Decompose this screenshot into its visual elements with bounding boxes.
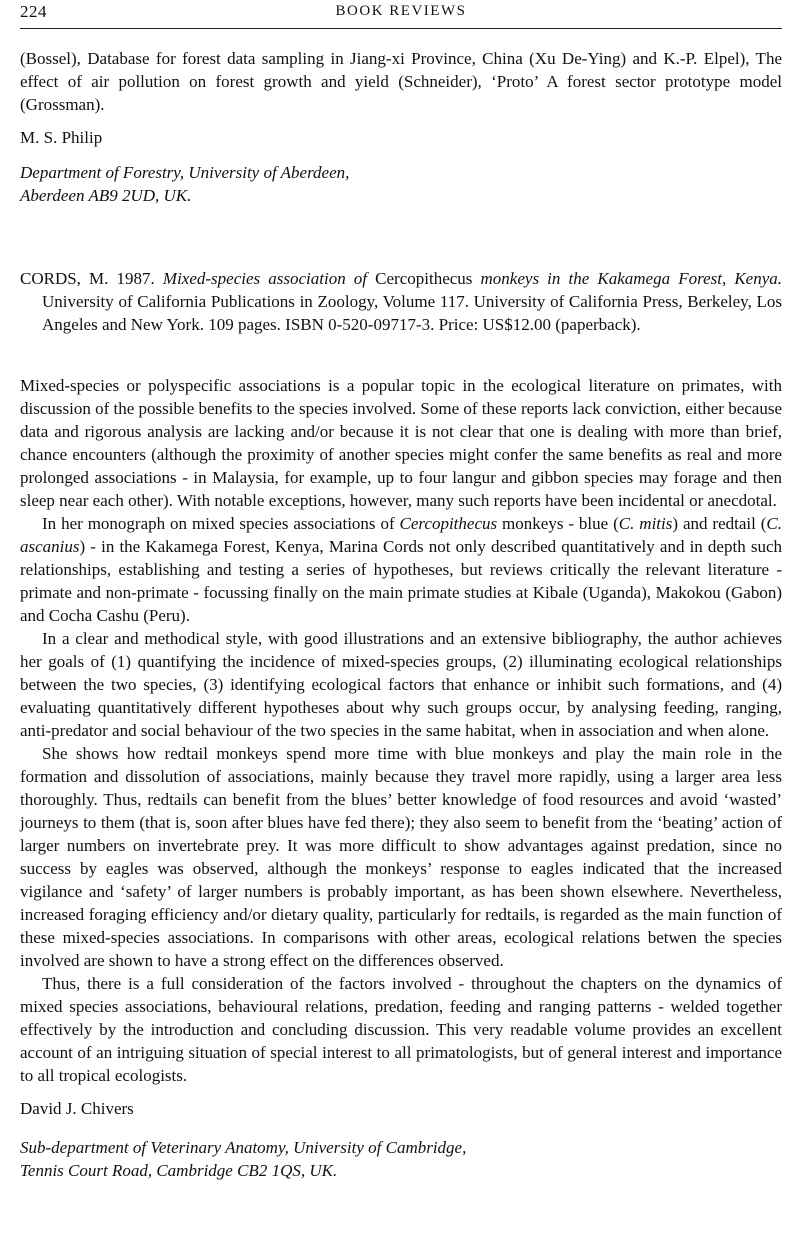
citation-details: University of California Publications in Zoology, Volume 117. University of California Press, Berkeley, Los Angeles and New York. 109 pages. ISBN 0-520-09717-3. Price: US$12.00 (paperback). [42,292,782,334]
paragraph-text: In her monograph on mixed species associations of [42,514,395,533]
affiliation-line: Department of Forestry, University of Aberdeen, [20,163,350,182]
reviewer-affiliation [20,1136,782,1182]
review-paragraph-2 [20,512,782,627]
review-body [20,374,782,1087]
previous-reviewer-affiliation [20,161,782,207]
review-paragraph-1: Mixed-species or polyspecific associations is a popular topic in the ecological literature on primates, with discussion of the possible benefits to the species involved. Some of these reports lack conviction, either because data and rigorous analysis are lacking and/or because it is not clear that one is dealing with more than brief, chance encounters (although the proximity of another species might confer the same benefits as real and more prolonged associations - in Malaysia, for example, up to four langur and gibbon species may forage and then sleep near each other). With notable exceptions, however, many such reports have been incidental or anecdotal. [20,376,782,510]
genus-name: Cercopithecus [399,514,498,533]
citation-title-part2: monkeys in the Kakamega Forest, Kenya. [480,269,783,288]
page-number: 224 [20,2,47,21]
review-paragraph-3: In a clear and methodical style, with good illustrations and an extensive bibliography, the author achieves her goals of (1) quantifying the incidence of mixed-species groups, (2) illuminating ecological relationships between the two species, (3) identifying ecological factors that enhance or inhibit such formations, and (4) evaluating quantitatively different hypotheses about why such groups occur, by analysing feeding, ranging, anti-predator and social behaviour of the two species in the same habitat, when in association and when alone. [20,629,782,740]
affiliation-line: Sub-department of Veterinary Anatomy, University of Cambridge, [20,1138,467,1157]
review-paragraph-4: She shows how redtail monkeys spend more time with blue monkeys and play the main role in the formation and dissolution of associations, mainly because they travel more rapidly, using a larger area less thoroughly. Thus, redtails can benefit from the blues’ better knowledge of food resources and avoid ‘wasted’ journeys to them (that is, soon after blues have fed there); they also seem to benefit from the ‘beating’ action of larger numbers on invertebrate prey. It was more difficult to show advantages against predation, since no success by eagles was observed, although the monkeys’ response to eagles indicated that the increased vigilance and ‘safety’ of larger numbers is probably important, as has been shown elsewhere. Nevertheless, increased foraging efficiency and/or dietary quality, particularly for redtails, is regarded as the main function of these mixed-species associations. In comparisons with other areas, ecological relations betwen the species involved are shown to have a strong effect on the differences observed. [20,744,782,970]
paragraph-text: monkeys - blue ( [502,514,619,533]
paragraph-text: ) and redtail ( [672,514,767,533]
page-header [20,0,782,28]
species-name: C. mitis [618,514,673,533]
reviewer-name: David J. Chivers [20,1099,134,1118]
species-name: C. ascanius [20,514,782,556]
citation-authors: CORDS, M. 1987. [20,269,155,288]
running-head: BOOK REVIEWS [335,3,467,19]
book-citation [20,267,782,336]
previous-review-tail: (Bossel), Database for forest data sampling in Jiang-xi Province, China (Xu De-Ying) and K.-P. Elpel), The effect of air pollution on forest growth and yield (Schneider), ‘Proto’ A forest sector prototype model (Grossman). [20,49,782,114]
citation-title-part1: Mixed-species association of [162,269,368,288]
citation-genus: Cercopithecus [375,269,473,288]
header-rule [20,28,782,29]
previous-reviewer-name: M. S. Philip [20,128,103,147]
affiliation-line: Tennis Court Road, Cambridge CB2 1QS, UK. [20,1161,338,1180]
review-paragraph-5: Thus, there is a full consideration of the factors involved - throughout the chapters on the dynamics of mixed species associations, behavioural relations, predation, feeding and ranging patterns - welded together effectively by the introduction and concluding discussion. This very readable volume provides an excellent account of an intriguing situation of special interest to all primatologists, but of general interest and importance to all tropical ecologists. [20,974,782,1085]
paragraph-text: ) - in the Kakamega Forest, Kenya, Marina Cords not only described quantitatively and in depth such relationships, establishing and testing a series of hypotheses, but reviews critically the relevant literature - primate and non-primate - focussing finally on the main primate studies at Kibale (Uganda), Makokou (Gabon) and Cocha Cashu (Peru). [20,537,782,625]
affiliation-line: Aberdeen AB9 2UD, UK. [20,186,192,205]
